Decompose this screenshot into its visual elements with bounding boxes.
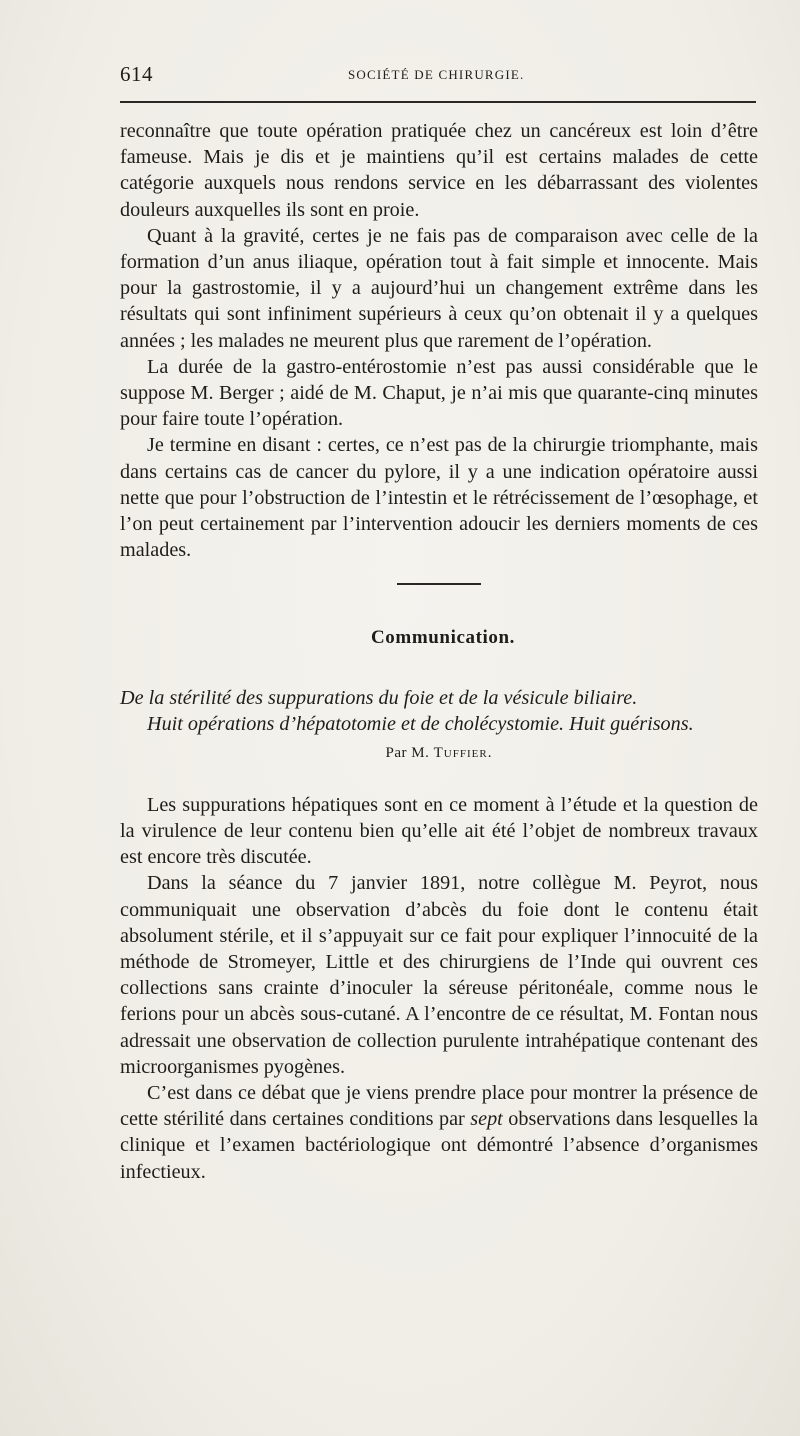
paragraph-seance: Dans la séance du 7 janvier 1891, notre collègue M. Peyrot, nous communiquait une observation d’abcès du foie dont le contenu était absolument stérile, et il s’appuyait sur ce fait pour expliquer l’innocuité de la méthode de Stromeyer, Little et des chirurgiens de l’Inde qui ouvrent ces collections sans crainte d’inoculer la séreuse péritonéale, comme nous le ferions pour un abcès sous-cutané. A l’encontre de ce résultat, M. Fontan nous adressait une observation de collection purulente intrahépatique contenant des microorganismes pyogènes. [120,872,758,1078]
debat-text-before: C’est dans ce débat que je viens prendre place pour montrer la présence de cette stérilité dans certaines conditions par [120,1082,758,1131]
page-header [120,62,756,92]
article-title-line-2: Huit opérations d’hépatotomie et de cholécystomie. Huit guérisons. [147,713,694,736]
paragraph-intro: Les suppurations hépatiques sont en ce moment à l’étude et la question de la virulence de leur contenu bien qu’elle ait été l’objet de nombreux travaux est encore très discutée. [120,793,758,869]
page-number: 614 [120,62,153,86]
section-heading: Communication. [370,626,516,648]
article-body [120,792,758,1185]
separator-rule [397,583,481,585]
byline-prefix: Par M. [385,744,430,761]
paragraph-conclusion: Je termine en disant : certes, ce n’est pas de la chirurgie triomphante, mais dans certains cas de cancer du pylore, il y a une indication opératoire aussi nette que pour l’obstruction de l’intestin et le rétrécissement de l’œsophage, et l’on peut certainement par l’intervention adoucir les derniers moments de ces malades. [120,434,758,562]
running-head: SOCIÉTÉ DE CHIRURGIE. [348,67,525,82]
article-title [120,685,758,737]
paragraph-gravite: Quant à la gravité, certes je ne fais pas de comparaison avec celle de la formation d’un anus iliaque, opération tout à fait simple et innocente. Mais pour la gastrostomie, il y a aujourd’hui un changement extrême dans les résultats qui sont infiniment supérieurs à ceux qu’on obtenait il y a quelques années ; les malades ne meurent plus que rarement de l’opération. [120,224,758,352]
paragraph-continued: reconnaître que toute opération pratiquée chez un cancéreux est loin d’être fameuse. Mais je dis et je maintiens qu’il est certains malades de cette catégorie auxquels nous rendons service en les débarrassant des violentes douleurs auxquelles ils sont en proie. [120,120,758,221]
debat-text-after: observations dans lesquelles la clinique et l’examen bactériologique ont démontré l’absence d’organismes infectieux. [120,1108,758,1183]
byline [120,740,758,766]
debat-emphasis: sept [470,1108,503,1131]
article-title-line-1: De la stérilité des suppurations du foie et de la vésicule biliaire. [120,687,638,710]
page-body [120,118,758,1185]
author-name: Tuffier. [433,744,493,761]
paragraph-debat [120,1080,758,1185]
paragraph-duree: La durée de la gastro-entérostomie n’est pas aussi considérable que le suppose M. Berger ; aidé de M. Chaput, je n’ai mis que quarante-cinq minutes pour faire toute l’opération. [120,355,758,431]
header-rule [120,101,756,103]
